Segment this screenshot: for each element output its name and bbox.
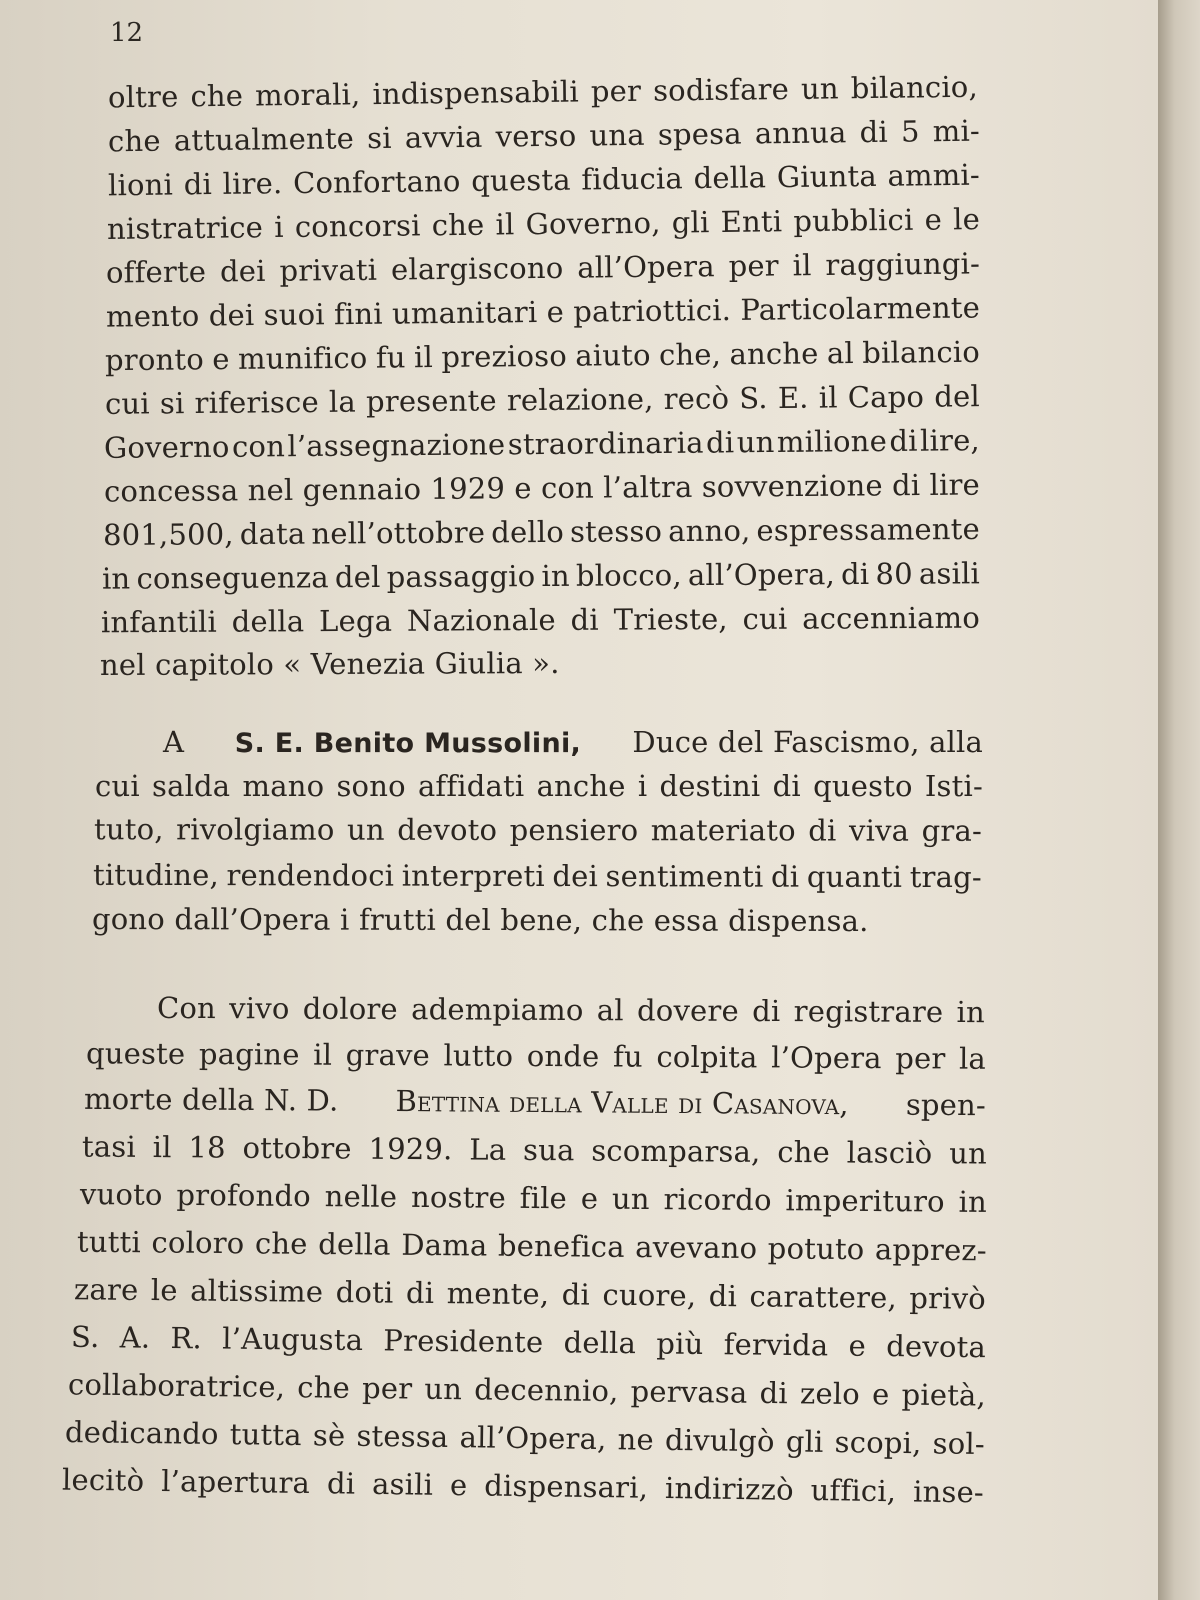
word: rivolgiamo (176, 812, 335, 847)
word: lire, (919, 423, 981, 458)
word: relazione, (506, 382, 654, 418)
text-line (94, 809, 982, 851)
word: anche (536, 769, 626, 803)
word: in (956, 995, 986, 1030)
word: bilancio (862, 334, 981, 370)
word: e (848, 1328, 867, 1363)
word: anche (729, 336, 819, 372)
word: in (101, 561, 131, 596)
word: 801,500, (102, 517, 234, 553)
word: la (958, 1041, 987, 1076)
text-line (102, 553, 980, 598)
word: coloro (151, 1225, 245, 1261)
word: adempiamo (411, 992, 584, 1028)
word: apprez- (874, 1232, 988, 1268)
word: di (889, 423, 918, 458)
word: patriottici. (573, 293, 732, 329)
word: della (563, 1325, 637, 1361)
word: indirizzò (664, 1470, 795, 1507)
word: destini (659, 769, 761, 803)
word: e (212, 342, 230, 377)
text-line (108, 111, 980, 162)
word: morali, (254, 77, 361, 113)
dedication-prefix: A (163, 725, 185, 759)
word: interpreti (401, 858, 545, 894)
word: che (254, 1226, 308, 1261)
person-name: Bettina della Valle di Casanova, (395, 1084, 849, 1122)
text-line (65, 1412, 985, 1464)
word: passaggio (386, 559, 536, 594)
text-line (104, 420, 980, 468)
word: sol- (932, 1426, 986, 1462)
word: pubblici (793, 202, 914, 239)
word: tutta (229, 1417, 302, 1453)
word: raggiungi- (825, 246, 981, 283)
word: avevano (635, 1229, 758, 1266)
word: ricordo (663, 1182, 772, 1218)
word: asili (918, 556, 981, 591)
word: in (541, 558, 570, 593)
word: Lega (318, 603, 393, 639)
word: di (705, 425, 735, 460)
text-line (84, 1079, 986, 1125)
word: avvia (404, 119, 483, 155)
word: straordinaria (507, 425, 704, 462)
text-line (71, 1317, 986, 1367)
word: del (934, 379, 980, 414)
word: devota (886, 1329, 987, 1365)
word: infantili (100, 604, 218, 640)
word: ottobre (242, 1130, 352, 1166)
word: verso (495, 118, 577, 154)
word: le (952, 202, 981, 237)
word: di (561, 1277, 591, 1312)
text-line (108, 67, 978, 118)
word: al (596, 993, 624, 1028)
word: il (495, 207, 515, 242)
word: onde (526, 1038, 600, 1074)
word: l’altra (603, 469, 693, 505)
word: mano (242, 769, 325, 803)
text-line (93, 855, 982, 897)
word: tuto, (93, 812, 164, 847)
word: data (239, 516, 306, 552)
word: devoto (397, 812, 498, 847)
text-line (157, 988, 985, 1032)
word: dolore (302, 991, 398, 1027)
word: vuoto (79, 1177, 163, 1212)
word: suoi (263, 297, 325, 332)
word: dei (219, 253, 266, 289)
word: che (777, 1134, 831, 1170)
dedication-name: S. E. Benito Mussolini, (234, 728, 582, 759)
word: di (759, 1375, 789, 1411)
word: dovere (637, 993, 739, 1028)
word: sè (312, 1418, 346, 1453)
word: Con (156, 990, 217, 1026)
word: nistratrice (106, 210, 264, 246)
word: zare (73, 1272, 139, 1307)
word: trag- (909, 859, 982, 895)
word: dei (552, 859, 599, 894)
word: privò (909, 1280, 987, 1316)
word: si (159, 386, 185, 421)
text-line (104, 465, 980, 512)
word: pietà, (901, 1377, 987, 1413)
word: registrare (793, 994, 944, 1029)
word: per (895, 1041, 946, 1076)
word: accenniamo (802, 600, 981, 636)
word: pronto (104, 342, 205, 378)
word: materiato (650, 813, 796, 848)
word: titudine, (92, 857, 220, 893)
word: tutti (76, 1224, 142, 1260)
text-fragment: morte della N. D. (83, 1081, 339, 1118)
word: stesso (569, 514, 663, 549)
word: lutto (443, 1038, 514, 1073)
word: milione (776, 423, 888, 459)
word: blocco, (575, 558, 682, 593)
word: e (514, 471, 532, 506)
word: cuore, (602, 1277, 697, 1313)
word: affidati (417, 769, 525, 803)
word: scomparsa, (591, 1133, 761, 1169)
word: tasi (81, 1129, 137, 1164)
word: l’Augusta (222, 1321, 364, 1358)
word: pervasa (630, 1374, 748, 1410)
word: doti (335, 1274, 394, 1310)
word: pagine (198, 1036, 300, 1072)
word: vivo (229, 991, 290, 1026)
word: nelle (324, 1179, 398, 1214)
word: e (546, 294, 565, 329)
word: sodisfare (652, 71, 790, 108)
word: di (772, 769, 801, 803)
word: 80 (875, 556, 913, 591)
word: espressamente (756, 511, 981, 548)
word: Governo (103, 429, 230, 465)
word: 18 (188, 1130, 226, 1165)
text-line (95, 766, 983, 806)
word: e (580, 1181, 599, 1216)
word: per (728, 248, 779, 284)
word: A. (119, 1320, 151, 1355)
word: si (366, 120, 392, 156)
word: La (469, 1132, 507, 1167)
text-line (86, 1033, 986, 1078)
word: di (891, 468, 921, 503)
word: ammi- (887, 157, 981, 193)
word: con (231, 429, 286, 464)
word: del (334, 559, 381, 595)
word: questa (471, 162, 571, 198)
word: di (405, 1275, 435, 1310)
word: che (297, 1370, 351, 1405)
word: asili (371, 1466, 434, 1502)
word: Capo (847, 379, 925, 415)
word: potuto (767, 1231, 865, 1267)
word: gennaio (302, 471, 422, 507)
word: che (107, 123, 161, 159)
word: cui (95, 769, 140, 803)
page-number: 12 (110, 18, 144, 48)
word: la (328, 384, 357, 419)
word: l’apertura (160, 1463, 311, 1501)
word: spesa (657, 116, 742, 152)
word: prezioso (441, 338, 568, 374)
word: nel (247, 472, 294, 508)
text-line (105, 376, 980, 424)
word: mento (105, 298, 200, 334)
word: dispensari, (484, 1468, 649, 1505)
text-line (82, 1126, 987, 1173)
word: fu (612, 1039, 643, 1074)
word: Isti- (924, 769, 983, 803)
word: un (611, 1181, 650, 1217)
word: di (808, 813, 837, 848)
word: concorsi (294, 208, 421, 244)
text-line (80, 1174, 987, 1222)
word: inse- (912, 1474, 985, 1510)
word: con (540, 470, 595, 506)
word: una (589, 117, 645, 153)
word: cui (104, 386, 150, 421)
word: presente (365, 383, 497, 419)
dedication-line (163, 722, 983, 762)
word: Dama (401, 1227, 488, 1263)
word: altissime (190, 1273, 324, 1309)
text-line (77, 1222, 987, 1271)
word: cui (742, 601, 788, 636)
word: gli (671, 205, 710, 240)
word: zelo (799, 1376, 861, 1412)
word: carattere, (749, 1279, 898, 1315)
word: pensiero (509, 812, 639, 848)
word: scopi, (834, 1425, 922, 1461)
word: conseguenza (136, 560, 329, 596)
word: un (346, 812, 385, 847)
word: privati (279, 252, 378, 288)
word: 1929 (430, 471, 506, 506)
word: Confortano (292, 164, 461, 201)
word: lire. (222, 166, 283, 201)
word: Enti (720, 204, 783, 239)
word: di (183, 167, 213, 202)
word: decennio, (474, 1372, 619, 1409)
word: il (313, 1037, 333, 1072)
word: nostre (410, 1179, 507, 1215)
word: E. (777, 380, 809, 415)
text-line (101, 598, 980, 643)
word: queste (85, 1036, 186, 1071)
text-fragment: spen- (905, 1087, 987, 1123)
word: mente, (446, 1276, 550, 1312)
word: bilancio, (850, 69, 979, 106)
word: recò (663, 381, 730, 416)
word: di (752, 993, 781, 1029)
word: il (792, 248, 812, 283)
word: al (826, 336, 855, 371)
word: uffici, (810, 1473, 897, 1509)
word: dei (208, 298, 255, 333)
word: munifico (237, 340, 368, 376)
word: umanitari (391, 295, 538, 331)
text-line: gono dall’Opera i frutti del bene, che essa dispensa. (91, 901, 869, 939)
word: nell’ottobre (311, 515, 486, 551)
word: per (590, 73, 642, 109)
word: un (736, 424, 775, 460)
text-line (103, 509, 980, 555)
word: della (318, 1226, 391, 1262)
text-line (106, 243, 980, 292)
word: all’Opera (577, 249, 715, 285)
word: collaboratrice, (67, 1367, 286, 1405)
word: sentimenti (605, 859, 764, 894)
word: l’assegnazione (287, 427, 506, 464)
word: divulgò (664, 1422, 775, 1459)
word: e (871, 1377, 890, 1412)
word: e (924, 202, 943, 237)
word: il (413, 340, 434, 375)
text-line (68, 1364, 986, 1415)
word: Presidente (383, 1323, 544, 1360)
word: dedicando (64, 1414, 219, 1451)
word: della (231, 604, 305, 639)
text-line: nel capitolo « Venezia Giulia ». (99, 645, 560, 683)
word: attualmente (173, 121, 355, 158)
word: R. (170, 1320, 203, 1356)
word: Governo, (525, 205, 661, 242)
word: che (190, 78, 244, 114)
word: mi- (932, 113, 981, 149)
word: sovvenzione (701, 468, 883, 504)
word: un (800, 71, 839, 106)
word: S. (70, 1319, 100, 1355)
word: all’Opera, (687, 557, 836, 593)
word: oltre (107, 79, 179, 115)
word: l’Opera (771, 1040, 882, 1076)
word: un (949, 1136, 988, 1171)
word: 1929. (368, 1131, 453, 1167)
word: in (958, 1184, 988, 1219)
word: Nazionale (406, 602, 556, 638)
word: sua (522, 1132, 575, 1168)
word: Giunta (776, 158, 878, 195)
word: di (771, 859, 800, 894)
word: per (361, 1370, 413, 1406)
word: imperituro (785, 1183, 945, 1219)
word: file (519, 1180, 568, 1216)
word: che, (658, 337, 722, 372)
word: aiuto (575, 337, 651, 373)
word: che (431, 207, 485, 243)
word: il (152, 1130, 172, 1165)
word: di (708, 1278, 738, 1314)
word: profondo (176, 1177, 312, 1214)
word: di (840, 556, 870, 592)
word: stessa (356, 1418, 449, 1454)
word: viva (849, 813, 910, 848)
word: riferisce (194, 384, 320, 421)
word: benefica (497, 1228, 625, 1264)
word: 5 (900, 114, 920, 149)
word: gli (785, 1424, 824, 1459)
word: colpita (656, 1039, 758, 1075)
text-line (106, 287, 980, 336)
word: offerte (105, 254, 207, 290)
word: lasciò (846, 1135, 933, 1171)
word: lioni (107, 167, 174, 203)
word: più (656, 1326, 704, 1361)
word: elargiscono (390, 250, 564, 287)
word: i (274, 209, 284, 245)
word: il (818, 380, 838, 415)
word: e (449, 1467, 468, 1503)
word: salda (152, 769, 231, 803)
text-line (107, 199, 980, 249)
word: un (424, 1371, 463, 1407)
word: sono (336, 769, 406, 803)
text-line (62, 1460, 984, 1513)
word: lecitò (61, 1462, 145, 1498)
text-line (105, 332, 980, 380)
word: S. (739, 381, 768, 416)
word: di (570, 602, 599, 637)
word: Particolarmente (740, 290, 981, 327)
word: lire (929, 467, 981, 502)
next-page-edge (1158, 0, 1200, 1600)
text-line (108, 155, 980, 206)
word: anno, (668, 513, 751, 549)
word: grave (345, 1037, 431, 1073)
word: questo (813, 769, 913, 803)
word: della (693, 160, 767, 196)
word: di (859, 114, 889, 150)
word: rendendoci (226, 858, 395, 893)
text-line (74, 1269, 986, 1319)
word: all’Opera, (459, 1420, 607, 1457)
word: annua (754, 115, 847, 151)
word: quanti (806, 859, 903, 894)
word: ne (617, 1422, 655, 1457)
word: le (150, 1273, 178, 1308)
word: fu (375, 340, 406, 375)
word: gra- (921, 813, 983, 848)
dedication-rest: Duce del Fascismo, alla (632, 725, 983, 759)
word: di (326, 1466, 356, 1501)
word: i (637, 769, 648, 803)
word: indispensabili (372, 74, 580, 112)
word: fini (333, 296, 383, 332)
word: dello (491, 514, 565, 550)
word: fiducia (581, 161, 684, 197)
word: concessa (103, 473, 239, 509)
word: Trieste, (613, 602, 728, 637)
word: fervida (723, 1327, 829, 1363)
